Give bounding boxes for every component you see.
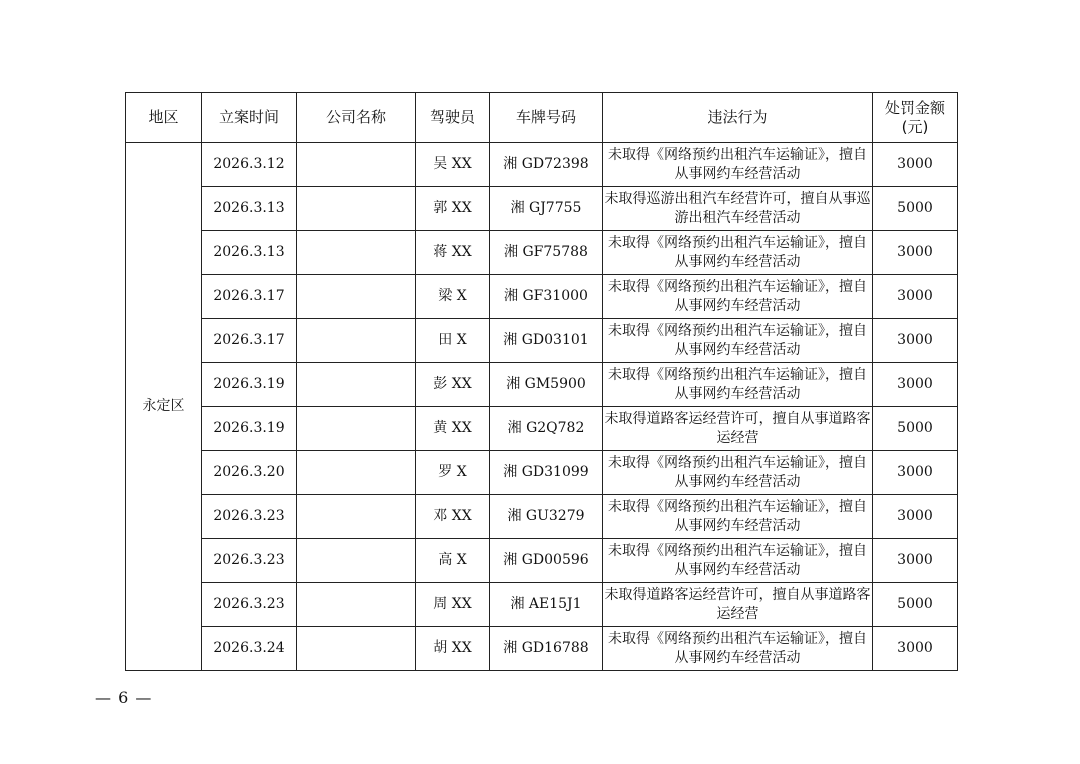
cell-company	[297, 363, 416, 407]
table-row	[126, 363, 958, 407]
cell-plate: 湘 GD16788	[490, 627, 603, 671]
cell-violation: 未取得《网络预约出租汽车运输证》，擅自从事网约车经营活动	[603, 451, 873, 495]
cell-company	[297, 451, 416, 495]
header-plate: 车牌号码	[490, 93, 603, 143]
cell-violation: 未取得《网络预约出租汽车运输证》，擅自从事网约车经营活动	[603, 231, 873, 275]
cell-fine: 3000	[873, 451, 958, 495]
cell-fine: 3000	[873, 231, 958, 275]
cell-violation: 未取得《网络预约出租汽车运输证》，擅自从事网约车经营活动	[603, 143, 873, 187]
cell-violation: 未取得《网络预约出租汽车运输证》，擅自从事网约车经营活动	[603, 363, 873, 407]
cell-driver: 梁 X	[416, 275, 490, 319]
cell-plate: 湘 AE15J1	[490, 583, 603, 627]
cell-plate: 湘 GD31099	[490, 451, 603, 495]
cell-fine: 3000	[873, 363, 958, 407]
cell-company	[297, 539, 416, 583]
cell-driver: 田 X	[416, 319, 490, 363]
table-row	[126, 495, 958, 539]
table-row	[126, 583, 958, 627]
table-body	[126, 143, 958, 671]
cell-violation: 未取得《网络预约出租汽车运输证》，擅自从事网约车经营活动	[603, 539, 873, 583]
cell-violation: 未取得道路客运经营许可，擅自从事道路客运经营	[603, 407, 873, 451]
cell-date: 2026.3.17	[202, 275, 297, 319]
table-row	[126, 275, 958, 319]
cell-fine: 3000	[873, 495, 958, 539]
cell-driver: 罗 X	[416, 451, 490, 495]
cell-company	[297, 187, 416, 231]
cell-date: 2026.3.23	[202, 495, 297, 539]
page-number: — 6 —	[95, 688, 153, 707]
header-violation: 违法行为	[603, 93, 873, 143]
cell-violation: 未取得道路客运经营许可，擅自从事道路客运经营	[603, 583, 873, 627]
cell-violation: 未取得《网络预约出租汽车运输证》，擅自从事网约车经营活动	[603, 627, 873, 671]
cell-company	[297, 583, 416, 627]
header-fine	[873, 93, 958, 143]
cell-driver: 高 X	[416, 539, 490, 583]
cell-fine: 3000	[873, 539, 958, 583]
cell-fine: 5000	[873, 583, 958, 627]
cell-driver: 郭 XX	[416, 187, 490, 231]
cell-company	[297, 495, 416, 539]
header-company: 公司名称	[297, 93, 416, 143]
table-row	[126, 407, 958, 451]
cell-company	[297, 231, 416, 275]
cell-plate: 湘 GJ7755	[490, 187, 603, 231]
cell-company	[297, 275, 416, 319]
cell-plate: 湘 GD00596	[490, 539, 603, 583]
cell-company	[297, 407, 416, 451]
cell-driver: 吴 XX	[416, 143, 490, 187]
cell-fine: 3000	[873, 275, 958, 319]
cell-date: 2026.3.19	[202, 363, 297, 407]
header-district: 地区	[126, 93, 202, 143]
cell-fine: 5000	[873, 407, 958, 451]
cell-date: 2026.3.20	[202, 451, 297, 495]
table-header-row	[126, 93, 958, 143]
table-row	[126, 143, 958, 187]
cell-fine: 3000	[873, 319, 958, 363]
cell-driver: 胡 XX	[416, 627, 490, 671]
cell-district: 永定区	[126, 143, 202, 671]
table-row	[126, 187, 958, 231]
cell-date: 2026.3.23	[202, 539, 297, 583]
cell-date: 2026.3.24	[202, 627, 297, 671]
cell-date: 2026.3.19	[202, 407, 297, 451]
cell-company	[297, 627, 416, 671]
cell-driver: 彭 XX	[416, 363, 490, 407]
cell-plate: 湘 G2Q782	[490, 407, 603, 451]
cell-date: 2026.3.23	[202, 583, 297, 627]
cell-date: 2026.3.13	[202, 187, 297, 231]
cell-violation: 未取得《网络预约出租汽车运输证》，擅自从事网约车经营活动	[603, 319, 873, 363]
table-row	[126, 231, 958, 275]
cell-violation: 未取得巡游出租汽车经营许可，擅自从事巡游出租汽车经营活动	[603, 187, 873, 231]
cell-driver: 蒋 XX	[416, 231, 490, 275]
table-row	[126, 539, 958, 583]
cell-plate: 湘 GU3279	[490, 495, 603, 539]
cell-violation: 未取得《网络预约出租汽车运输证》，擅自从事网约车经营活动	[603, 495, 873, 539]
cell-date: 2026.3.17	[202, 319, 297, 363]
table-row	[126, 319, 958, 363]
cell-driver: 周 XX	[416, 583, 490, 627]
table-row	[126, 627, 958, 671]
penalty-table	[125, 92, 958, 671]
cell-plate: 湘 GF75788	[490, 231, 603, 275]
cell-plate: 湘 GD72398	[490, 143, 603, 187]
cell-fine: 3000	[873, 627, 958, 671]
cell-driver: 黄 XX	[416, 407, 490, 451]
cell-fine: 3000	[873, 143, 958, 187]
header-date: 立案时间	[202, 93, 297, 143]
cell-plate: 湘 GD03101	[490, 319, 603, 363]
cell-fine: 5000	[873, 187, 958, 231]
cell-company	[297, 143, 416, 187]
header-fine-line1: 处罚金额	[884, 98, 945, 117]
cell-driver: 邓 XX	[416, 495, 490, 539]
cell-date: 2026.3.12	[202, 143, 297, 187]
cell-date: 2026.3.13	[202, 231, 297, 275]
cell-violation: 未取得《网络预约出租汽车运输证》，擅自从事网约车经营活动	[603, 275, 873, 319]
cell-company	[297, 319, 416, 363]
header-driver: 驾驶员	[416, 93, 490, 143]
cell-plate: 湘 GF31000	[490, 275, 603, 319]
cell-plate: 湘 GM5900	[490, 363, 603, 407]
table-row	[126, 451, 958, 495]
header-fine-line2: (元)	[901, 117, 929, 136]
